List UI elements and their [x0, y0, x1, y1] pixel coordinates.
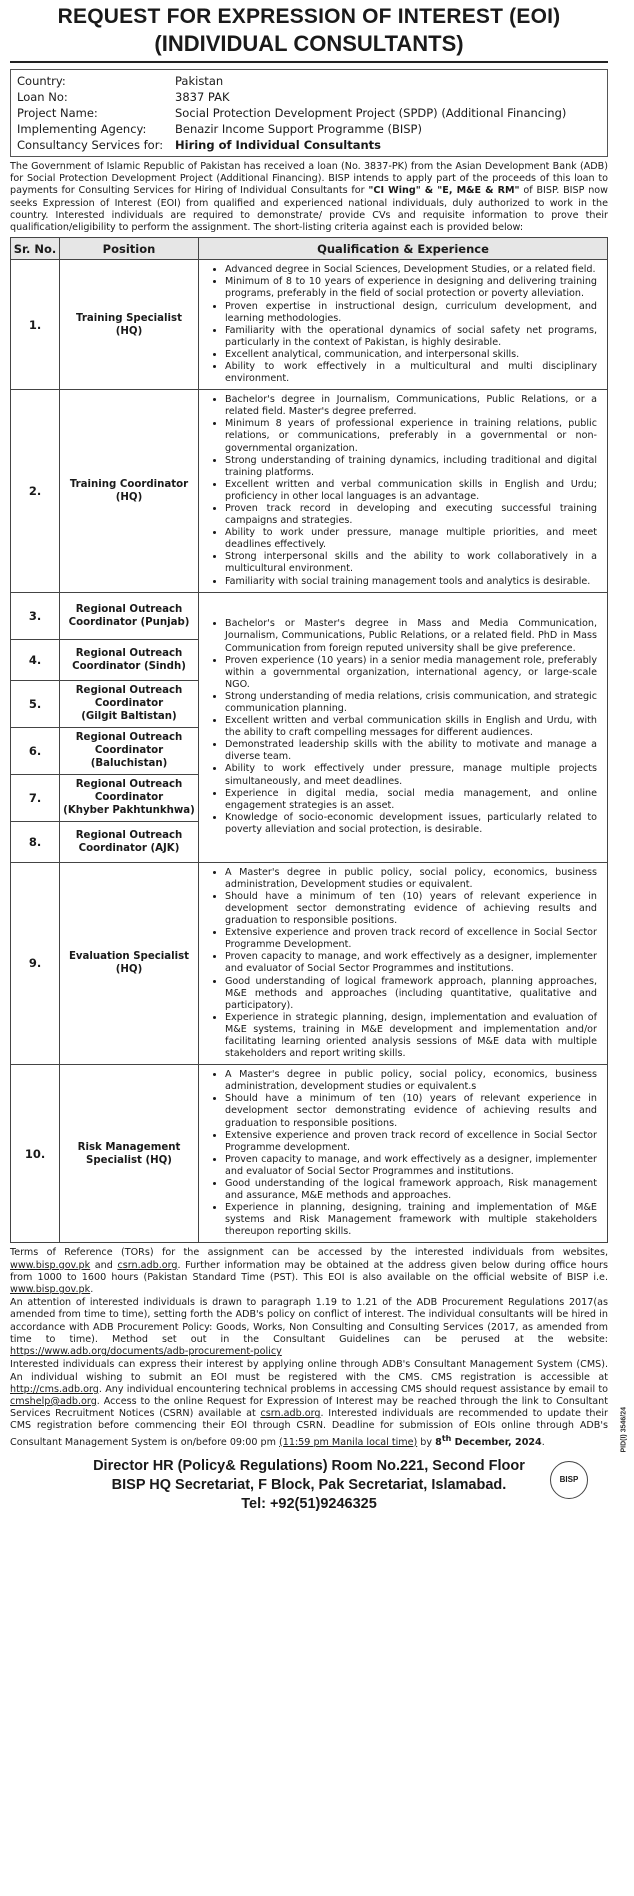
- position-cell: [60, 592, 199, 639]
- info-value: Social Protection Development Project (SPDP) (Additional Financing): [175, 106, 567, 120]
- table-row: [11, 592, 608, 639]
- position-cell: [60, 680, 199, 727]
- position-title-line: Regional Outreach: [75, 647, 183, 659]
- table-row: [11, 1065, 608, 1243]
- text: . Interested individuals are recommended to update their CMS registration before commencing their EOI through CSRN. Deadline for submission of EOIs online through ADB's Consultant Management System is on/before 09:00 pm: [10, 1408, 608, 1448]
- contact-line-3: Tel: +92(51)9246325: [241, 1495, 377, 1512]
- info-key: Loan No:: [17, 90, 68, 104]
- table-row: [11, 390, 608, 593]
- qualification-cell: [199, 862, 608, 1065]
- position-title-line: (HQ): [115, 325, 143, 337]
- qualification-item: • A Master's degree in public policy, social policy, economics, business administration, Development studies or equivalent.: [225, 867, 597, 891]
- advertisement-page: [10, 5, 628, 1886]
- qualification-list: [205, 264, 597, 385]
- position-title-line: Training Coordinator: [69, 478, 189, 490]
- csrn-link[interactable]: csrn.adb.org: [117, 1259, 178, 1271]
- position-title-line: Evaluation Specialist: [68, 951, 190, 963]
- sr-no-cell: 7.: [11, 774, 60, 821]
- publication-code: PID(I) 3546/24: [621, 1406, 628, 1453]
- qualification-item: • Proven experience (10 years) in a senior media management role, preferably within a governmental organization, international agency, or large-scale NGO.: [225, 655, 597, 691]
- position-title-line: Risk Management: [77, 1141, 181, 1153]
- title-line-2: (INDIVIDUAL CONSULTANTS): [10, 31, 608, 63]
- text: Interested individuals can express their interest by applying online through ADB's Consultant Management System (CMS). An individual wishing to submit an EOI must be registered with the CMS. CMS registration is accessible at: [10, 1359, 608, 1383]
- qualification-item: • Ability to work effectively in a multicultural and multi disciplinary environment.: [225, 361, 597, 385]
- position-cell: [60, 821, 199, 862]
- qualification-item: • Familiarity with social training management tools and analytics is desirable.: [225, 576, 597, 588]
- text: .: [90, 1284, 94, 1296]
- info-value: Pakistan: [175, 74, 224, 88]
- intro-paragraph: [10, 161, 608, 234]
- position-title-line: Regional Outreach: [75, 779, 183, 791]
- footer-paragraph-tor: [10, 1247, 608, 1296]
- sr-no-cell: 8.: [11, 821, 60, 862]
- sr-no-cell: 5.: [11, 680, 60, 727]
- position-title-line: (Gilgit Baltistan): [81, 711, 177, 723]
- qualification-item: • Experience in digital media, social media management, and online engagement strategies is an asset.: [225, 788, 597, 812]
- sr-no-cell: 9.: [11, 862, 60, 1065]
- qualification-cell: [199, 1065, 608, 1243]
- info-value: 3837 PAK: [175, 90, 230, 104]
- info-row: [17, 137, 601, 153]
- bisp-logo-icon: [550, 1461, 588, 1499]
- position-title-line: Regional Outreach: [75, 829, 183, 841]
- deadline-day: 8: [435, 1436, 442, 1448]
- positions-table: [10, 237, 608, 1243]
- qualification-item: • Bachelor's or Master's degree in Mass and Media Communication, Journalism, Communications, Public Relations, or a related field. PhD in Mass Communication from foreign reputed university shall be give preference.: [225, 618, 597, 654]
- qualification-item: • Minimum 8 years of professional experience in training relations, public relations, or communications, preferably in a governmental or non-governmental organization.: [225, 418, 597, 454]
- position-title-line: Coordinator (AJK): [78, 842, 180, 854]
- qualification-list: [205, 1069, 597, 1238]
- text: . Access to the online Request for Expression of Interest may be reached through the link to Consultant Services Recruitment Notices (CSRN) available at: [10, 1395, 608, 1420]
- cmshelp-email-link[interactable]: cmshelp@adb.org: [10, 1395, 97, 1407]
- qualification-item: • Excellent written and verbal communication skills in English and Urdu; proficiency in other local languages is an advantage.: [225, 479, 597, 503]
- position-cell: [60, 639, 199, 680]
- deadline-date: [435, 1433, 542, 1448]
- qualification-list: [205, 394, 597, 588]
- position-title-line: Coordinator: [94, 745, 164, 757]
- text: .: [541, 1436, 545, 1448]
- position-title-line: Specialist (HQ): [86, 1154, 172, 1166]
- qualification-item: • Proven capacity to manage, and work effectively as a designer, implementer and evaluator of Social Sector Programmes and institutions.: [225, 1154, 597, 1178]
- bisp-link[interactable]: www.bisp.gov.pk: [10, 1259, 91, 1271]
- info-key: Consultancy Services for:: [17, 138, 164, 152]
- qualification-item: • Excellent written and verbal communication skills in English and Urdu, with the ability to craft compelling messages for different audiences.: [225, 715, 597, 739]
- qualification-cell: [199, 592, 608, 862]
- deadline-month: December, 2024: [451, 1436, 542, 1448]
- header-qualification: Qualification & Experience: [199, 238, 608, 260]
- text: An attention of interested individuals is drawn to paragraph 1.19 to 1.21 of the ADB Procurement Regulations 2017(as amended from time to time), setting forth the ADB's policy on conflict of interest. The individual consultants will be hired in accordance with ADB Procurement Policy: Goods, Works, Non Consulting and Consulting Services (2017, as amended from time to time). Method set out in the Consultant Guidelines can be perused at the website:: [10, 1297, 608, 1345]
- qualification-item: • Strong understanding of media relations, crisis communication, and strategic communication planning.: [225, 691, 597, 715]
- qualification-item: • Ability to work effectively under pressure, manage multiple projects simultaneously, and meet deadlines.: [225, 763, 597, 787]
- footer-text: [10, 1247, 608, 1448]
- position-title-line: Coordinator: [94, 698, 164, 710]
- position-cell: [60, 260, 199, 390]
- qualification-item: • Bachelor's degree in Journalism, Communications, Public Relations, or a related field. Master's degree preferred.: [225, 394, 597, 418]
- position-cell: [60, 862, 199, 1065]
- position-title-line: Training Specialist: [76, 312, 182, 324]
- qualification-item: • Should have a minimum of ten (10) years of relevant experience in development sector demonstrating evidence of achieving results and graduation to responsible positions.: [225, 1093, 597, 1129]
- position-title-line: (HQ): [115, 491, 143, 503]
- text: . Any individual encountering technical problems in accessing CMS should request assistance by email to: [98, 1383, 608, 1395]
- qualification-item: • Familiarity with the operational dynamics of social safety net programs, particularly in the context of Pakistan, is highly desirable.: [225, 325, 597, 349]
- info-row: [17, 73, 601, 89]
- qualification-item: • Extensive experience and proven track record of excellence in Social Sector Programme development.: [225, 1130, 597, 1154]
- position-title-line: Regional Outreach: [75, 732, 183, 744]
- adb-policy-link[interactable]: https://www.adb.org/documents/adb-procurement-policy: [10, 1346, 282, 1358]
- bisp-link-2[interactable]: www.bisp.gov.pk: [10, 1284, 91, 1296]
- qualification-item: • Excellent analytical, communication, and interpersonal skills.: [225, 349, 597, 361]
- qualification-item: • Proven capacity to manage, and work effectively as a designer, implementer and evaluator of Social Sector Programmes and institutions.: [225, 951, 597, 975]
- position-cell: [60, 727, 199, 774]
- sr-no-cell: 6.: [11, 727, 60, 774]
- contact-line-2: BISP HQ Secretariat, F Block, Pak Secretariat, Islamabad.: [111, 1476, 507, 1493]
- qualification-item: • Experience in planning, designing, training and implementation of M&E systems and Risk Management framework with multiple stakeholders thereupon reporting skills.: [225, 1202, 597, 1238]
- qualification-item: • Should have a minimum of ten (10) years of relevant experience in development sector demonstrating evidence of achieving results and graduation to responsible positions.: [225, 891, 597, 927]
- info-key: Implementing Agency:: [17, 122, 147, 136]
- intro-text: The Government of Islamic Republic of Pakistan has received a loan (No. 3837-PK) from the Asian Development Bank (ADB) for Social Protection Development Project (Additional Financing). BISP intends to apply part of the proceeds of this loan to payments for Consulting Services for Hiring of Individual Consultants for: [10, 161, 608, 197]
- contact-line-1: Director HR (Policy& Regulations) Room No.221, Second Floor: [93, 1457, 525, 1474]
- qualification-item: • Knowledge of socio-economic development issues, particularly related to poverty alleviation and social protection, is desirable.: [225, 812, 597, 836]
- sr-no-cell: 4.: [11, 639, 60, 680]
- position-cell: [60, 390, 199, 593]
- qualification-list: [205, 867, 597, 1061]
- position-title-line: (HQ): [115, 964, 143, 976]
- qualification-item: • Extensive experience and proven track record of excellence in Social Sector Programme Development.: [225, 927, 597, 951]
- intro-bold: "CI Wing" & "E, M&E & RM": [368, 185, 520, 197]
- qualification-item: • Proven track record in developing and executing successful training campaigns and strategies.: [225, 503, 597, 527]
- qualification-item: • Strong interpersonal skills and the ability to work collaboratively in a multicultural environment.: [225, 551, 597, 575]
- manila-time: (11:59 pm Manila local time): [279, 1436, 418, 1448]
- position-title-line: Regional Outreach: [75, 603, 183, 615]
- position-title-line: Coordinator: [94, 792, 164, 804]
- position-title-line: (Baluchistan): [90, 758, 168, 770]
- qualification-item: • Proven expertise in instructional design, curriculum development, and learning methodologies.: [225, 301, 597, 325]
- info-key: Project Name:: [17, 106, 98, 120]
- position-cell: [60, 1065, 199, 1243]
- position-title-line: Regional Outreach: [75, 685, 183, 697]
- info-value: Benazir Income Support Programme (BISP): [175, 122, 422, 136]
- sr-no-cell: 3.: [11, 592, 60, 639]
- sr-no-cell: 2.: [11, 390, 60, 593]
- position-title-line: Coordinator (Sindh): [72, 660, 186, 672]
- qualification-list: [205, 618, 597, 836]
- title-line-1: REQUEST FOR EXPRESSION OF INTEREST (EOI): [57, 5, 561, 28]
- table-row: [11, 862, 608, 1065]
- position-title-line: (Khyber Pakhtunkhwa): [63, 805, 195, 817]
- project-info-box: [10, 69, 608, 157]
- position-title-line: Coordinator (Punjab): [68, 616, 190, 628]
- logo-text: BISP: [559, 1475, 579, 1485]
- intro-text: of BISP. BISP now seeks Expression of Interest (EOI) from qualified and experienced national individuals, duly authorized to work in the country. Interested individuals are required to demonstrate/ provide CVs and requisite information to prove their qualification/eligibility to perform the assignment. The short-listing criteria against each is provided below:: [10, 185, 608, 234]
- qualification-item: • A Master's degree in public policy, social policy, economics, business administration, development studies or equivalent.s: [225, 1069, 597, 1093]
- info-row: [17, 121, 601, 137]
- table-row: [11, 260, 608, 390]
- csrn-link-2[interactable]: csrn.adb.org: [260, 1408, 321, 1420]
- header-sr-no: Sr. No.: [11, 238, 60, 260]
- text: Terms of Reference (TORs) for the assignment can be accessed by the interested individuals from websites,: [10, 1247, 608, 1259]
- text: and: [90, 1259, 118, 1271]
- sr-no-cell: 10.: [11, 1065, 60, 1243]
- qualification-cell: [199, 390, 608, 593]
- info-value: Hiring of Individual Consultants: [175, 138, 382, 152]
- cms-link[interactable]: http://cms.adb.org: [10, 1383, 99, 1395]
- qualification-item: • Good understanding of logical framework approach, planning approaches, M&E methods and approaches (including quantitative, qualitative and participatory).: [225, 976, 597, 1012]
- header-position: Position: [60, 238, 199, 260]
- qualification-item: • Advanced degree in Social Sciences, Development Studies, or a related field.: [225, 264, 597, 276]
- qualification-item: • Good understanding of the logical framework approach, Risk management and assurance, M&E methods and approaches.: [225, 1178, 597, 1202]
- deadline-sup: th: [441, 1433, 452, 1443]
- position-cell: [60, 774, 199, 821]
- info-row: [17, 89, 601, 105]
- info-key: Country:: [17, 74, 66, 88]
- qualification-item: • Ability to work under pressure, manage multiple priorities, and meet deadlines effectively.: [225, 527, 597, 551]
- footer-paragraph-policy: [10, 1297, 608, 1358]
- qualification-item: • Minimum of 8 to 10 years of experience in designing and delivering training programs, preferably in the field of social protection or poverty alleviation.: [225, 276, 597, 300]
- text: by: [417, 1436, 436, 1448]
- title-block: [10, 5, 608, 63]
- table-header-row: [11, 238, 608, 260]
- qualification-item: • Demonstrated leadership skills with the ability to motivate and manage a diverse team.: [225, 739, 597, 763]
- text: . Further information may be obtained at the address given below during office hours from 1000 to 1600 hours (Pakistan Standard Time (PST). This EOI is also available on the official website of BISP i.e.: [10, 1259, 608, 1283]
- footer-paragraph-cms: [10, 1359, 608, 1449]
- qualification-item: • Experience in strategic planning, design, implementation and evaluation of M&E systems, training in M&E development and implementation and/or facilitating learning oriented analysis sessions of M&E data with multiple stakeholders and report writing skills.: [225, 1012, 597, 1060]
- info-row: [17, 105, 601, 121]
- qualification-item: • Strong understanding of training dynamics, including traditional and digital training platforms.: [225, 455, 597, 479]
- sr-no-cell: 1.: [11, 260, 60, 390]
- qualification-cell: [199, 260, 608, 390]
